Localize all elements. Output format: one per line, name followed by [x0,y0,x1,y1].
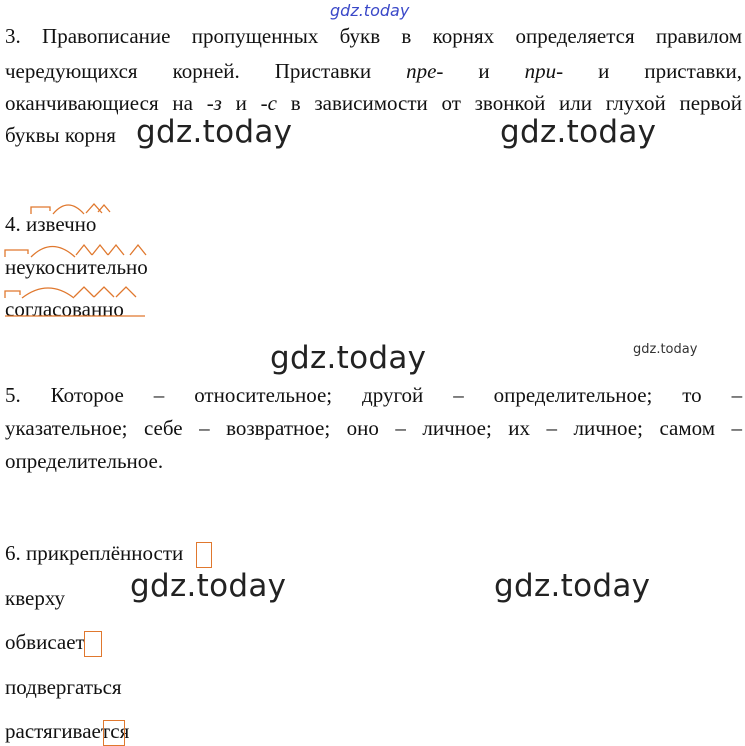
task6-word-1: прикреплённости [26,541,184,565]
task3-line1: 3. Правописание пропущенных букв в корнях определяется правилом [5,24,742,48]
task4-number: 4. [5,212,21,236]
ending-box [103,720,125,746]
task3-line4: буквы корня [5,123,116,147]
task6-word-4: подвергаться [5,675,122,699]
watermark-5: gdz.today [494,568,651,604]
ending-box [84,631,102,657]
watermark-4: gdz.today [130,568,287,604]
task3-line3: оканчивающиеся на -з и -с в зависимости от звонкой или глухой первой [5,91,743,115]
task6-word-3: обвисает [5,630,85,654]
task5-line3: определительное. [5,449,164,473]
task3-line2: чередующихся корней. Приставки пре- и при- и приставки, [5,59,742,83]
watermark-3: gdz.today [270,340,427,376]
task5-line2: указательное; себе – возвратное; оно – личное; их – личное; самом – [5,416,742,440]
task4-word-3: согласованно [5,297,124,321]
task6-number: 6. [5,541,21,565]
task4-word-2: неукоснительно [5,255,148,279]
watermark-2: gdz.today [500,114,657,150]
watermark-1: gdz.today [136,114,293,150]
watermark-top: gdz.today [330,1,410,20]
task5-line1: 5. Которое – относительное; другой – определительное; то – [5,383,743,407]
task6-word-2: кверху [5,586,66,610]
suffix-mark [98,205,110,212]
ending-box [196,542,212,568]
task4-line1 [5,211,96,237]
watermark-small: gdz.today [633,342,698,357]
task6-line1 [5,540,183,566]
task6-word-5: растягивается [5,719,130,743]
task4-word-1: извечно [26,212,97,236]
